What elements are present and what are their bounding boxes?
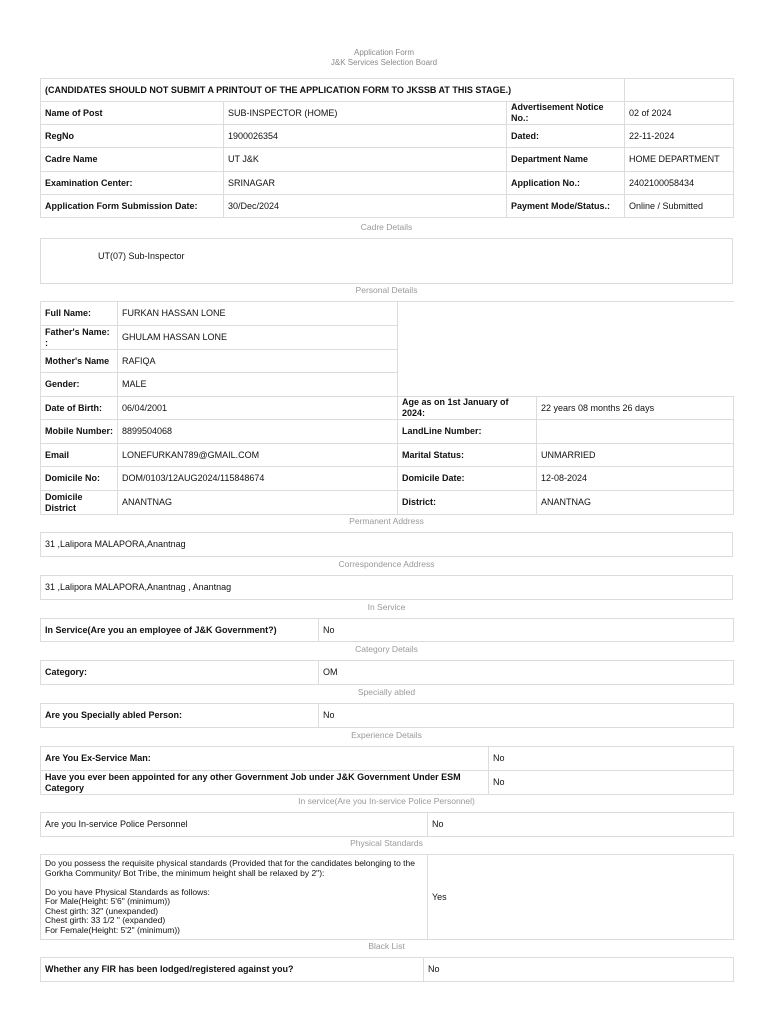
permanent-address-value: 31 ,Lalipora MALAPORA,Anantnag	[41, 533, 733, 557]
name-of-post-label: Name of Post	[41, 102, 224, 125]
examination-center-label: Examination Center:	[41, 172, 224, 195]
cadre-details-box	[40, 238, 733, 284]
regno-label: RegNo	[41, 125, 224, 148]
table-row	[41, 195, 734, 218]
landline-label: LandLine Number:	[398, 420, 537, 444]
specially-abled-label: Are you Specially abled Person:	[41, 704, 319, 728]
table-row	[41, 148, 734, 172]
cadre-details-heading: Cadre Details	[360, 222, 413, 232]
ex-service-label: Are You Ex-Service Man:	[41, 747, 489, 771]
table-row	[41, 467, 734, 491]
physical-standards-heading: Physical Standards	[350, 838, 423, 848]
ex-service-value: No	[489, 747, 734, 771]
full-name-label: Full Name:	[41, 302, 118, 326]
table-row	[41, 661, 734, 685]
table-row	[41, 102, 734, 125]
dated-value: 22-11-2024	[625, 125, 734, 148]
mobile-value: 8899504068	[118, 420, 398, 444]
experience-table	[40, 746, 734, 795]
table-row	[41, 420, 734, 444]
form-header	[0, 48, 768, 68]
domicile-district-value: ANANTNAG	[118, 491, 398, 515]
father-name-label: Father's Name: :	[41, 326, 118, 350]
table-row	[41, 619, 734, 642]
domicile-no-label: Domicile No:	[41, 467, 118, 491]
header-line-2: J&K Services Selection Board	[330, 58, 438, 67]
correspondence-address-table	[40, 575, 733, 600]
esm-appointment-label: Have you ever been appointed for any other Government Job under J&K Government Under ESM Category	[41, 771, 489, 795]
gender-label: Gender:	[41, 373, 118, 397]
table-row	[41, 704, 734, 728]
regno-value: 1900026354	[224, 125, 507, 148]
dated-label: Dated:	[507, 125, 625, 148]
table-row	[41, 172, 734, 195]
physical-standards-question: Do you possess the requisite physical standards (Provided that for the candidates belonging to the Gorkha Community/ Bot Tribe, the minimum height shall be relaxed by 2"): Do you have Physical Standards as follows: For Male(Height: 5'6" (minimum)) Chest girth: 32" (unexpanded) Chest girth: 33 1/2 " (expanded) For Female(Height: 5'2" (minimum))	[41, 855, 428, 940]
advertisement-notice-value: 02 of 2024	[625, 102, 734, 125]
marital-status-label: Marital Status:	[398, 444, 537, 467]
post-details-table	[40, 78, 734, 218]
police-personnel-heading: In service(Are you In-service Police Personnel)	[298, 796, 475, 806]
table-row	[41, 771, 734, 795]
age-value: 22 years 08 months 26 days	[537, 397, 734, 420]
submission-date-value: 30/Dec/2024	[224, 195, 507, 218]
personal-details-table	[40, 301, 734, 515]
experience-details-heading: Experience Details	[351, 730, 422, 740]
marital-status-value: UNMARRIED	[537, 444, 734, 467]
full-name-value: FURKAN HASSAN LONE	[118, 302, 398, 326]
table-row	[41, 747, 734, 771]
dob-label: Date of Birth:	[41, 397, 118, 420]
specially-abled-table	[40, 703, 734, 728]
table-row	[41, 813, 734, 837]
payment-status-label: Payment Mode/Status.:	[507, 195, 625, 218]
table-row	[41, 491, 734, 515]
age-label: Age as on 1st January of 2024:	[398, 397, 537, 420]
district-value: ANANTNAG	[537, 491, 734, 515]
esm-appointment-value: No	[489, 771, 734, 795]
mother-name-label: Mother's Name	[41, 350, 118, 373]
domicile-no-value: DOM/0103/12AUG2024/115848674	[118, 467, 398, 491]
department-name-value: HOME DEPARTMENT	[625, 148, 734, 172]
mobile-label: Mobile Number:	[41, 420, 118, 444]
police-personnel-table	[40, 812, 734, 837]
father-name-value: GHULAM HASSAN LONE	[118, 326, 398, 350]
advertisement-notice-label: Advertisement Notice No.:	[507, 102, 625, 125]
gender-value: MALE	[118, 373, 398, 397]
table-row	[41, 444, 734, 467]
examination-center-value: SRINAGAR	[224, 172, 507, 195]
domicile-date-label: Domicile Date:	[398, 467, 537, 491]
physical-standards-table	[40, 854, 734, 940]
correspondence-address-heading: Correspondence Address	[338, 559, 435, 569]
domicile-district-label: Domicile District	[41, 491, 118, 515]
category-value: OM	[319, 661, 734, 685]
in-service-label: In Service(Are you an employee of J&K Government?)	[41, 619, 319, 642]
permanent-address-heading: Permanent Address	[349, 516, 424, 526]
mother-name-value: RAFIQA	[118, 350, 398, 373]
table-row	[41, 855, 734, 940]
landline-value	[537, 420, 734, 444]
category-details-heading: Category Details	[355, 644, 418, 654]
permanent-address-table	[40, 532, 733, 557]
category-label: Category:	[41, 661, 319, 685]
payment-status-value: Online / Submitted	[625, 195, 734, 218]
department-name-label: Department Name	[507, 148, 625, 172]
table-row	[41, 958, 734, 982]
police-personnel-value: No	[428, 813, 734, 837]
application-no-label: Application No.:	[507, 172, 625, 195]
black-list-heading: Black List	[368, 941, 405, 951]
black-list-table	[40, 957, 734, 982]
table-row	[41, 397, 734, 420]
printout-notice: (CANDIDATES SHOULD NOT SUBMIT A PRINTOUT OF THE APPLICATION FORM TO JKSSB AT THIS STAGE.)	[41, 79, 625, 102]
header-line-1: Application Form	[353, 48, 415, 57]
in-service-table	[40, 618, 734, 642]
cadre-name-value: UT J&K	[224, 148, 507, 172]
submission-date-label: Application Form Submission Date:	[41, 195, 224, 218]
application-no-value: 2402100058434	[625, 172, 734, 195]
domicile-date-value: 12-08-2024	[537, 467, 734, 491]
table-row	[41, 302, 734, 326]
table-row	[41, 125, 734, 148]
specially-abled-heading: Specially abled	[357, 687, 416, 697]
correspondence-address-value: 31 ,Lalipora MALAPORA,Anantnag , Anantnag	[41, 576, 733, 600]
dob-value: 06/04/2001	[118, 397, 398, 420]
physical-standards-value: Yes	[428, 855, 734, 940]
in-service-value: No	[319, 619, 734, 642]
category-table	[40, 660, 734, 685]
personal-details-heading: Personal Details	[355, 285, 418, 295]
police-personnel-label: Are you In-service Police Personnel	[41, 813, 428, 837]
email-label: Email	[41, 444, 118, 467]
email-value: LONEFURKAN789@GMAIL.COM	[118, 444, 398, 467]
in-service-heading: In Service	[367, 602, 406, 612]
fir-value: No	[424, 958, 734, 982]
district-label: District:	[398, 491, 537, 515]
photo-area	[398, 302, 734, 397]
cadre-details-value: UT(07) Sub-Inspector	[98, 251, 185, 261]
name-of-post-value: SUB-INSPECTOR (HOME)	[224, 102, 507, 125]
specially-abled-value: No	[319, 704, 734, 728]
fir-label: Whether any FIR has been lodged/registered against you?	[41, 958, 424, 982]
cadre-name-label: Cadre Name	[41, 148, 224, 172]
